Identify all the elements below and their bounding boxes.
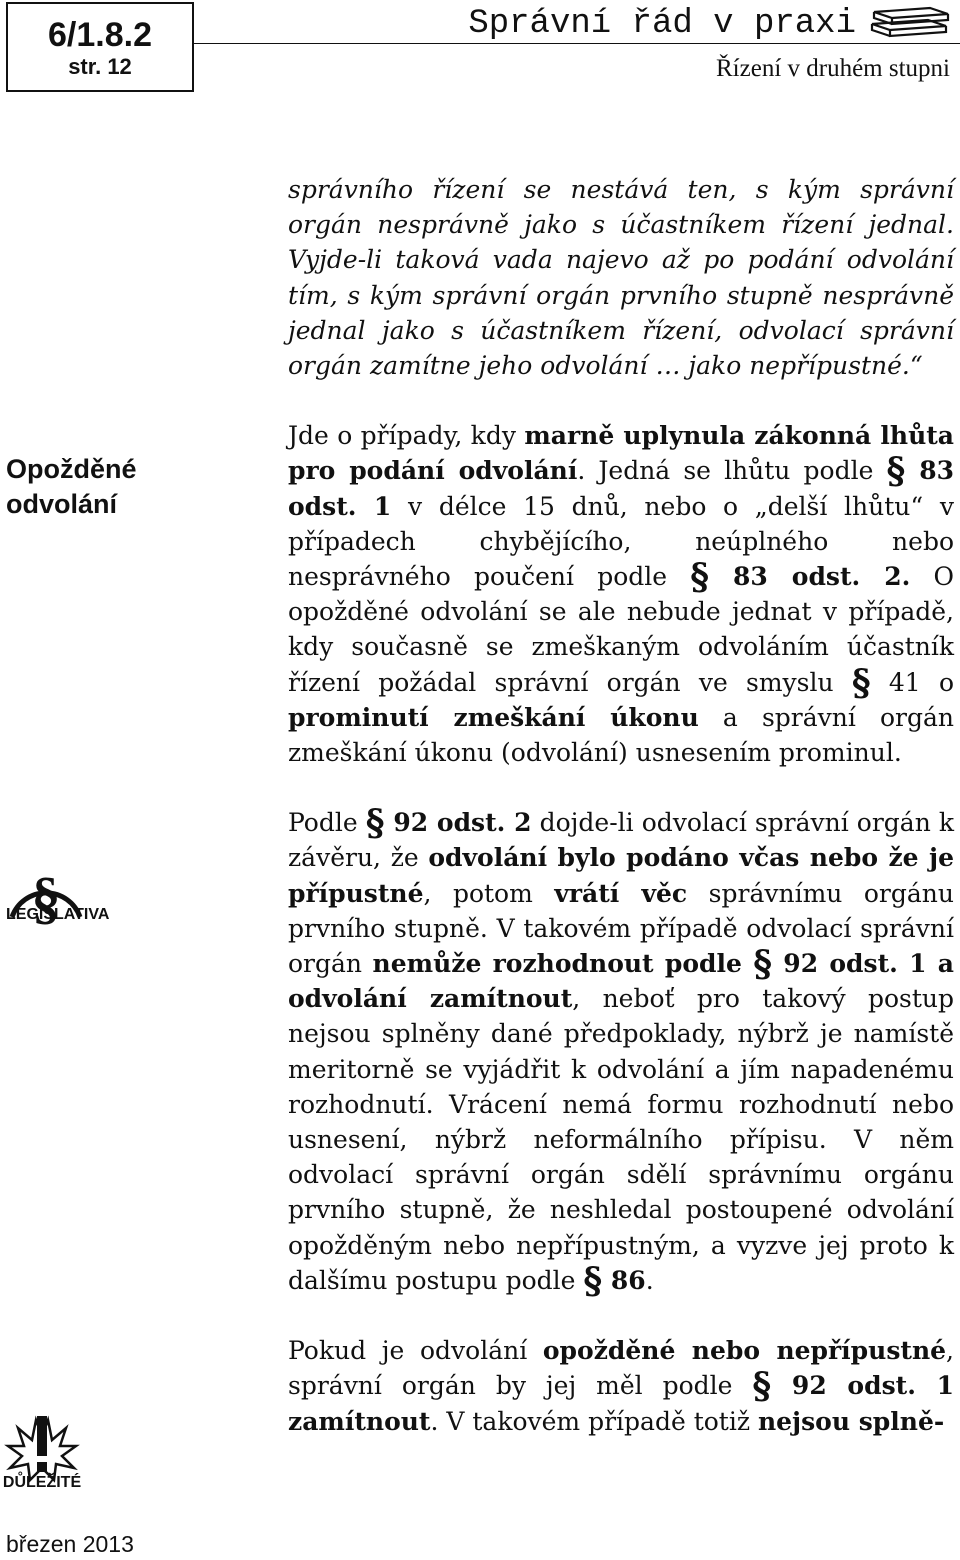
svg-text:§: § bbox=[31, 865, 61, 930]
dulezite-label: DŮLEŽITÉ bbox=[2, 1474, 82, 1491]
section-sign: § bbox=[886, 450, 906, 493]
section-sign: § bbox=[690, 556, 710, 599]
page-number: str. 12 bbox=[68, 54, 132, 79]
publication-title: Správní řád v praxi bbox=[468, 5, 856, 43]
section-sign: § bbox=[365, 802, 385, 845]
main-text bbox=[288, 172, 954, 1439]
footer-date: březen 2013 bbox=[6, 1531, 134, 1557]
important-paragraph: Pokud je odvolání opožděné nebo nepřípustné, správní orgán by jej měl podle § 92 odst. 1 zamítnout. V takovém případě totiž nejsou splně- bbox=[288, 1336, 955, 1436]
books-icon bbox=[868, 4, 954, 42]
quote-paragraph: správního řízení se nestává ten, s kým správní orgán nesprávně jako s účastníkem řízení jednal. Vyjde-li taková vada najevo až po podání odvolání tím, s kým správní orgán prvního stupně nesprávně jednal jako s účastníkem řízení, odvolací správní orgán zamítne jeho odvolání … jako nepřípustné.“ bbox=[288, 175, 954, 381]
late-appeal-paragraph: Jde o případy, kdy marně uplynula zákonná lhůta pro podání odvolání. Jedná se lhůtu podle § 83 odst. 1 v délce 15 dnů, nebo o „delší lhůtu“ v případech chybějícího, neúplného nebo nesprávného poučení podle § 83 odst. 2. O opožděné odvolání se ale nebude jednat v případě, kdy současně se zmeškaným odvoláním účastník řízení požádal správní orgán ve smyslu § 41 o prominutí zmeškání úkonu a správní orgán zmeškání úkonu (odvolání) usnesením prominul. bbox=[288, 421, 955, 768]
section-number: 6/1.8.2 bbox=[48, 16, 152, 54]
section-92-paragraph: Podle § 92 odst. 2 dojde-li odvolací správní orgán k závěru, že odvolání bylo podáno včas nebo že je přípustné, potom vrátí věc správnímu orgánu prvního stupně. V takovém případě odvolací správní orgán nemůže rozhodnout podle § 92 odst. 1 a odvolání zamítnout, neboť pro takový postup nejsou splněny dané předpoklady, nýbrž je namístě meritorně se vyjádřit k odvolání a jím napadenému rozhodnutí. Vrácení nemá formu rozhodnutí nebo usnesení, nýbrž neformálního přípisu. V něm odvolací správní orgán sdělí správnímu orgánu prvního stupně, že neshledal postoupené odvolání opožděným nebo nepřípustným, a vyzve jej proto k dalšímu postupu podle § 86. bbox=[288, 802, 955, 1302]
legislativa-label: LEGISLATIVA bbox=[6, 906, 110, 923]
section-sign: § bbox=[583, 1259, 603, 1302]
section-sign: § bbox=[851, 661, 871, 704]
section-sign: § bbox=[752, 1365, 772, 1408]
margin-note: Opožděné odvolání bbox=[6, 454, 137, 519]
paragraph-icon bbox=[6, 840, 86, 940]
chapter-subtitle: Řízení v druhém stupni bbox=[716, 55, 950, 82]
section-sign: § bbox=[753, 943, 773, 986]
section-box bbox=[6, 2, 194, 92]
